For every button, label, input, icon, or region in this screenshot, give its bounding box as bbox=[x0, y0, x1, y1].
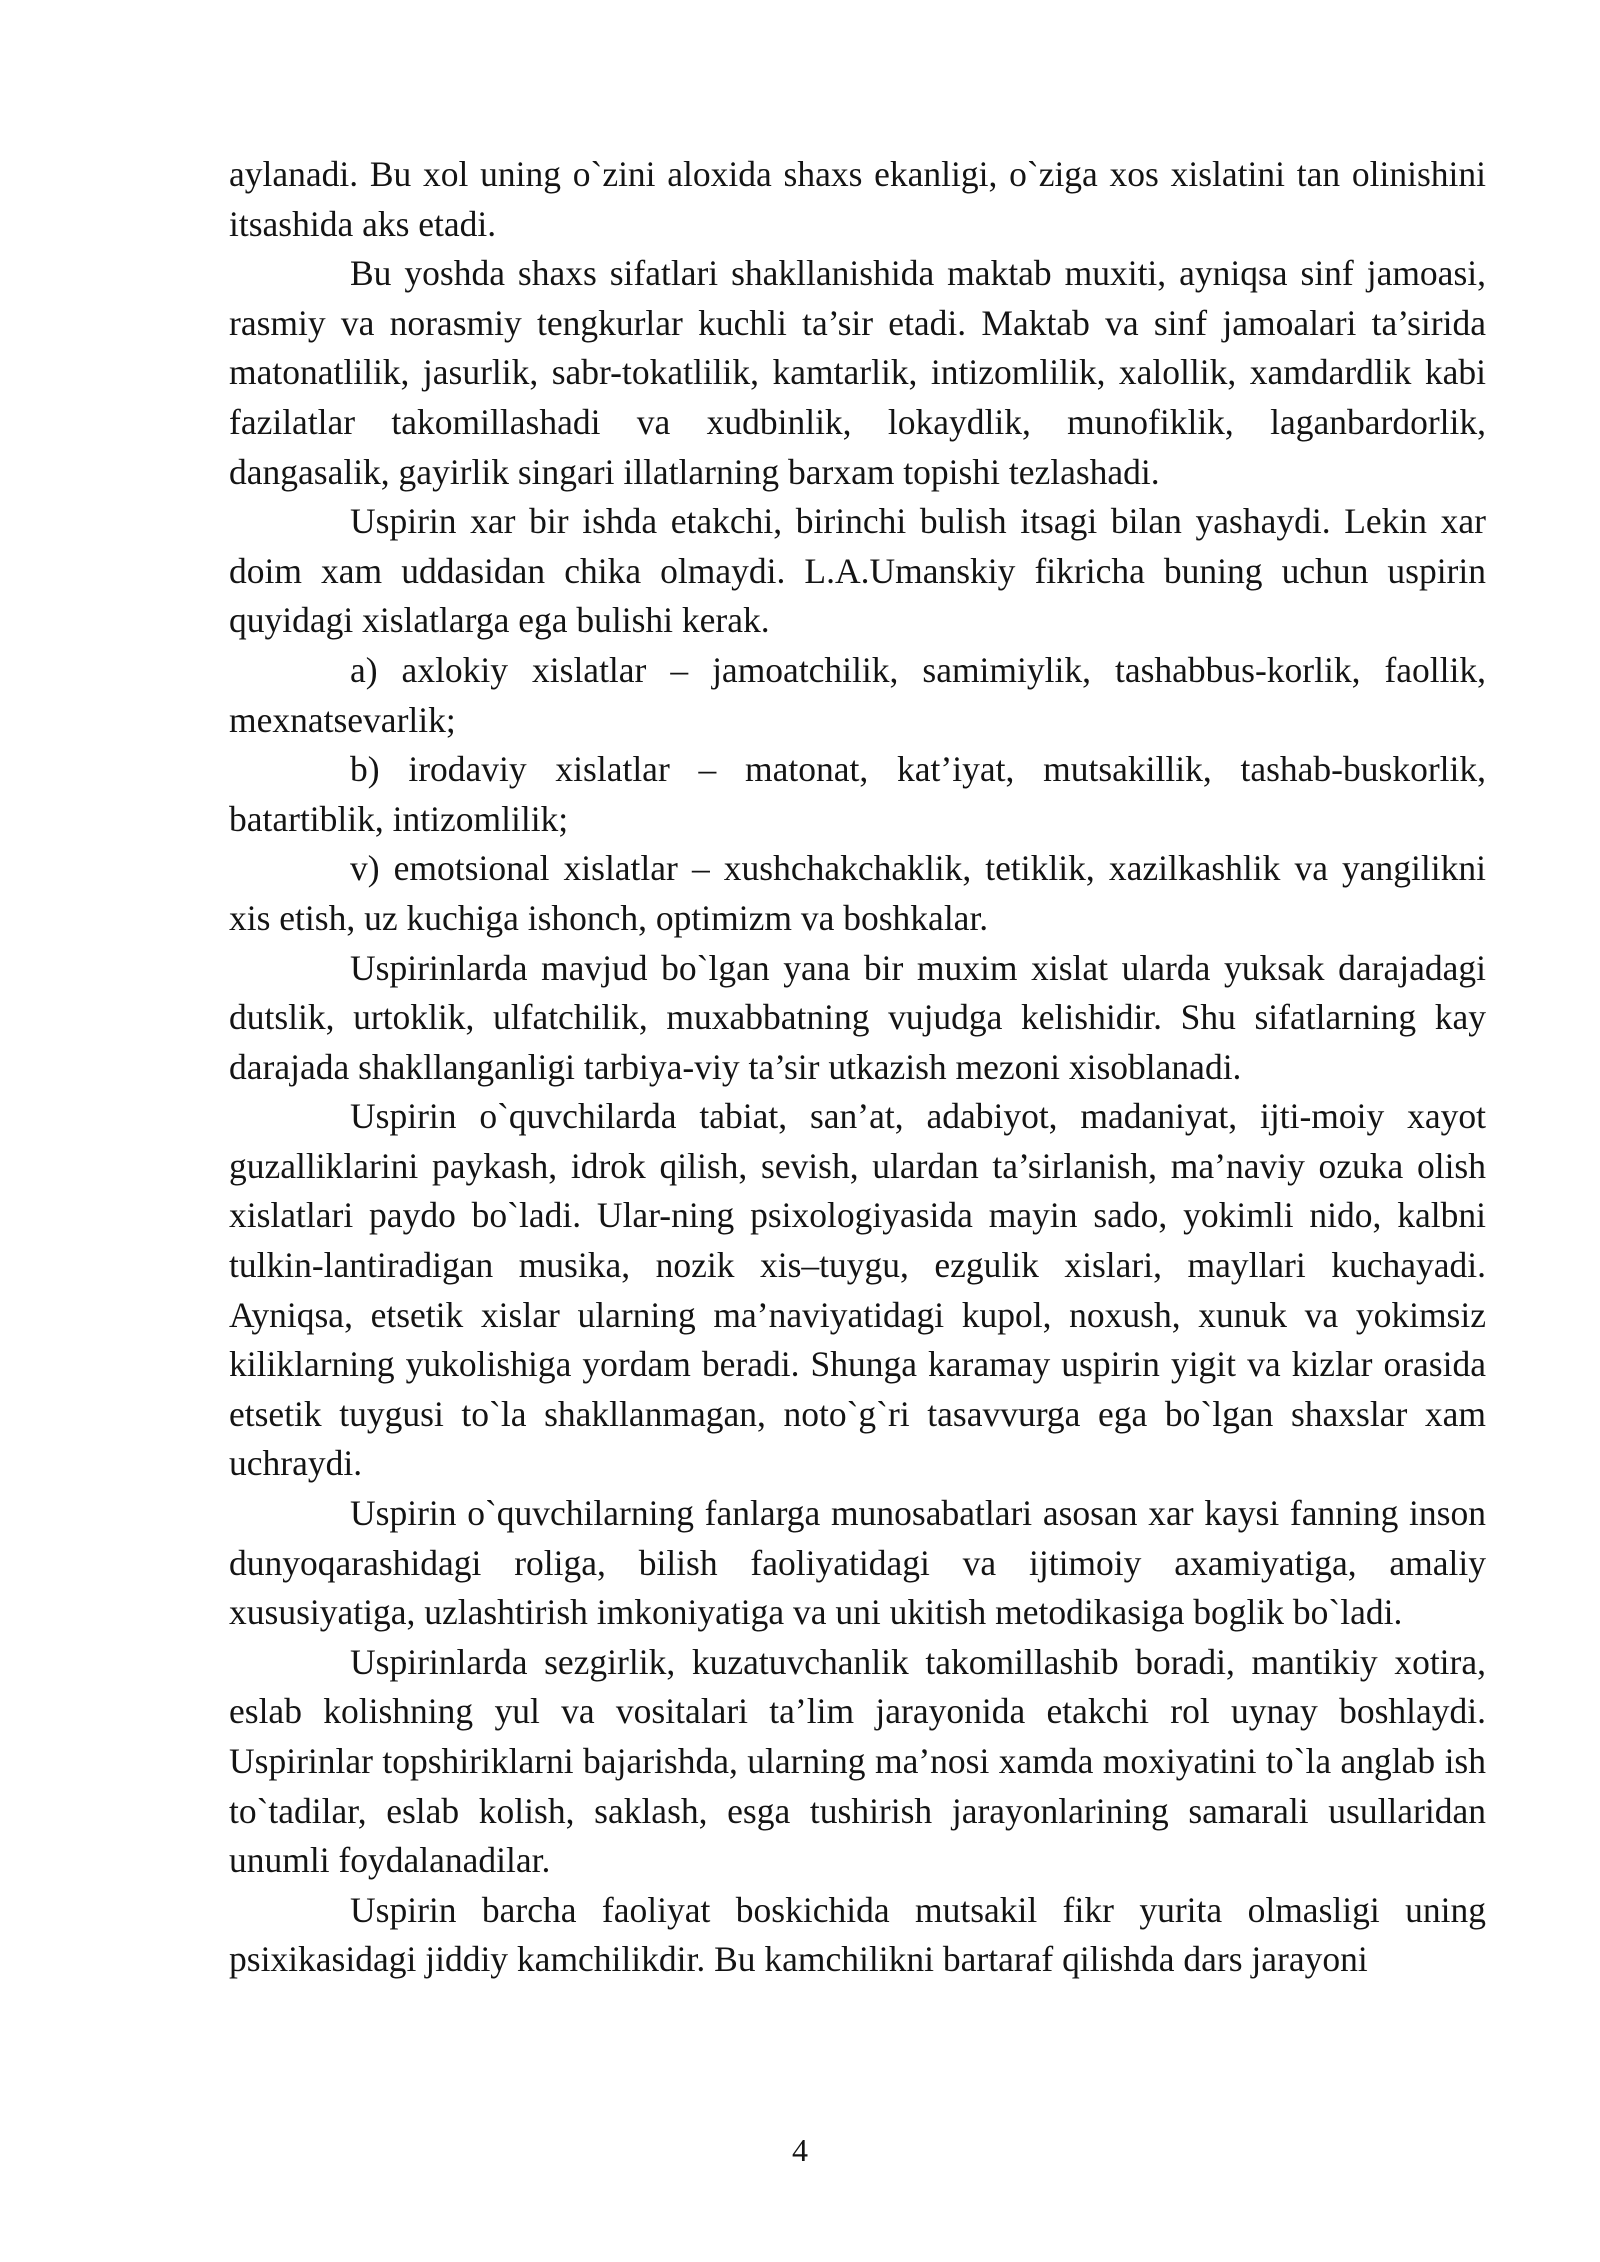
paragraph: Uspirin o`quvchilarda tabiat, san’at, adabiyot, madaniyat, ijti-moiy xayot guzalliklarini paykash, idrok qilish, sevish, ulardan ta’sirlanish, ma’naviy ozuka olish xislatlari paydo bo`ladi. Ular-ning psixologiyasida mayin sado, yokimli nido, kalbni tulkin-lantiradigan musika, nozik xis–tuygu, ezgulik xislari, mayllari kuchayadi. Ayniqsa, etsetik xislar ularning ma’naviyatidagi kupol, noxush, xunuk va yokimsiz kiliklarning yukolishiga yordam beradi. Shunga karamay uspirin yigit va kizlar orasida etsetik tuygusi to`la shakllanmagan, noto`g`ri tasavvurga ega bo`lgan shaxslar xam uchraydi. bbox=[229, 1096, 1486, 1484]
list-item-v: v) emotsional xislatlar – xushchakchaklik, tetiklik, xazilkashlik va yangilikni xis etish, uz kuchiga ishonch, optimizm va boshkalar. bbox=[229, 848, 1486, 938]
list-item-b: b) irodaviy xislatlar – matonat, kat’iyat, mutsakillik, tashab-buskorlik, batartiblik, intizomlilik; bbox=[229, 749, 1486, 839]
paragraph: Uspirinlarda sezgirlik, kuzatuvchanlik takomillashib boradi, mantikiy xotira, eslab kolishning yul va vositalari ta’lim jarayonida etakchi rol uynay boshlaydi. Uspirinlar topshiriklarni bajarishda, ularning ma’nosi xamda moxiyatini to`la anglab ish to`tadilar, eslab kolish, saklash, esga tushirish jarayonlarining samarali usullaridan unumli foydalanadilar. bbox=[229, 1641, 1486, 1881]
body-text bbox=[229, 150, 1486, 1985]
paragraph: Uspirinlarda mavjud bo`lgan yana bir muxim xislat ularda yuksak darajadagi dutslik, urtoklik, ulfatchilik, muxabbatning vujudga kelishidir. Shu sifatlarning kay darajada shakllanganligi tarbiya-viy ta’sir utkazish mezoni xisoblanadi. bbox=[229, 947, 1486, 1087]
page-number: 4 bbox=[792, 2132, 808, 2168]
paragraph: aylanadi. Bu xol uning o`zini aloxida shaxs ekanligi, o`ziga xos xislatini tan olinishini itsashida aks etadi. bbox=[229, 154, 1486, 244]
paragraph: Bu yoshda shaxs sifatlari shakllanishida maktab muxiti, ayniqsa sinf jamoasi, rasmiy va norasmiy tengkurlar kuchli ta’sir etadi. Maktab va sinf jamoalari ta’sirida matonatlilik, jasurlik, sabr-tokatlilik, kamtarlik, intizomlilik, xalollik, xamdardlik kabi fazilatlar takomillashadi va xudbinlik, lokaydlik, munofiklik, laganbardorlik, dangasalik, gayirlik singari illatlarning barxam topishi tezlashadi. bbox=[229, 253, 1486, 492]
list-item-a: a) axlokiy xislatlar – jamoatchilik, samimiylik, tashabbus-korlik, faollik, mexnatsevarlik; bbox=[229, 649, 1486, 740]
paragraph: Uspirin barcha faoliyat boskichida mutsakil fikr yurita olmasligi uning psixikasidagi jiddiy kamchilikdir. Bu kamchilikni bartaraf qilishda dars jarayoni bbox=[229, 1889, 1486, 1980]
paragraph: Uspirin o`quvchilarning fanlarga munosabatlari asosan xar kaysi fanning inson dunyoqarashidagi roliga, bilish faoliyatidagi va ijtimoiy axamiyatiga, amaliy xususiyatiga, uzlashtirish imkoniyatiga va uni ukitish metodikasiga boglik bo`ladi. bbox=[229, 1493, 1486, 1633]
paragraph: Uspirin xar bir ishda etakchi, birinchi bulish itsagi bilan yashaydi. Lekin xar doim xam uddasidan chika olmaydi. L.A.Umanskiy fikricha buning uchun uspirin quyidagi xislatlarga ega bulishi kerak. bbox=[229, 501, 1486, 641]
